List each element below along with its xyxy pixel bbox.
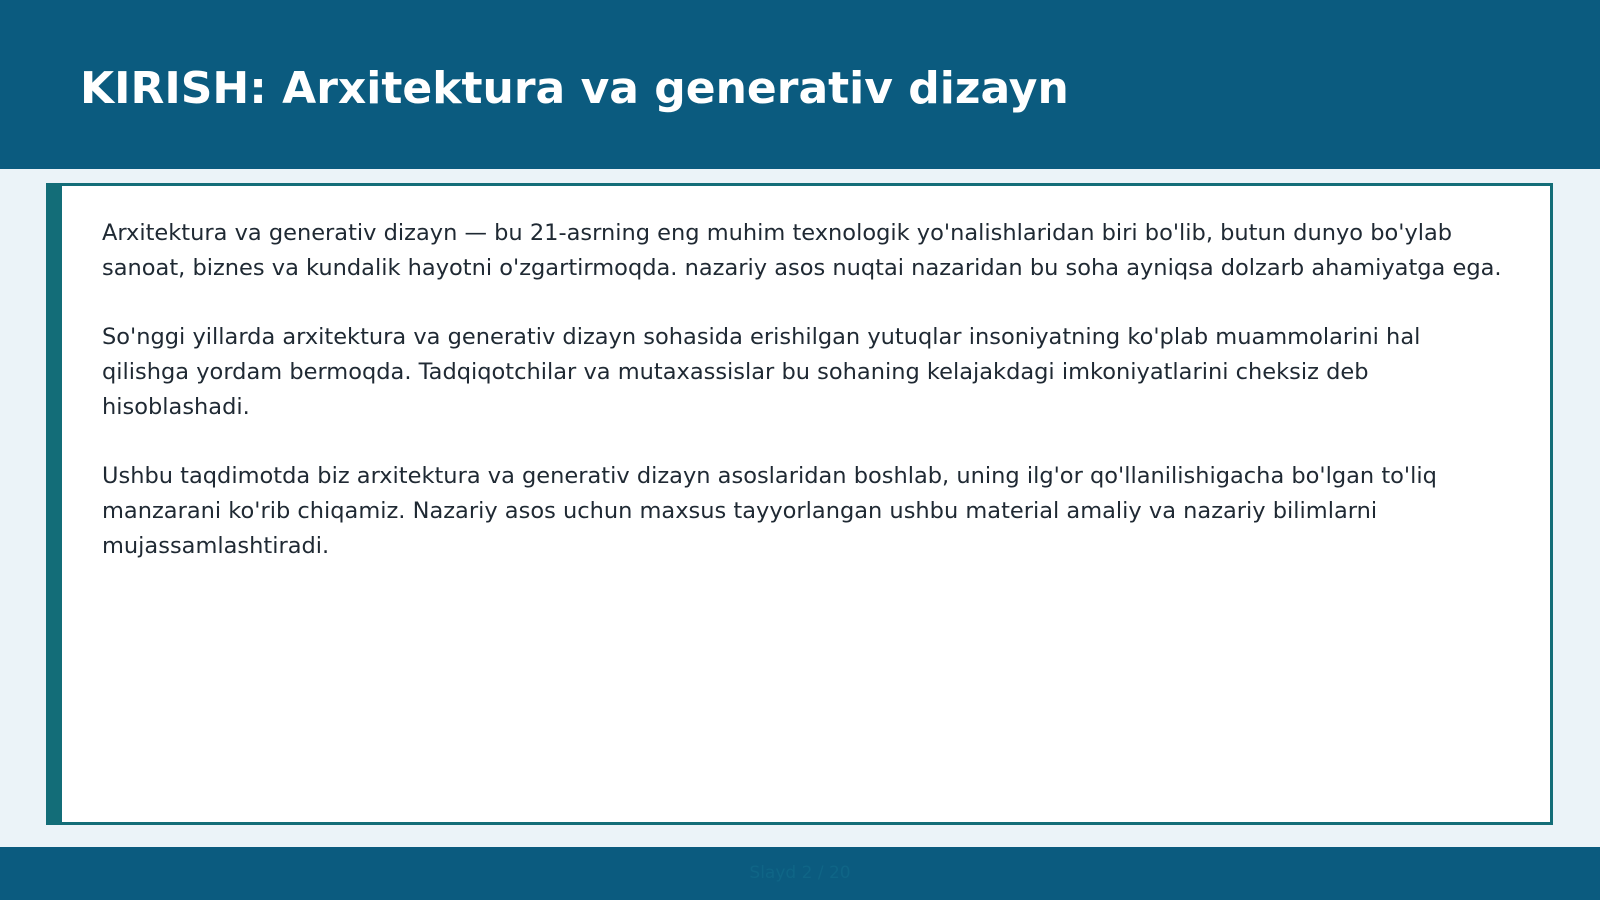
slide-title: KIRISH: Arxitektura va generativ dizayn <box>80 63 1069 114</box>
body-text <box>102 216 1512 598</box>
paragraph-1: Arxitektura va generativ dizayn — bu 21-asrning eng muhim texnologik yo'nalishlaridan biri bo'lib, butun dunyo bo'ylab sanoat, biznes va kundalik hayotni o'zgartirmoqda. nazariy asos nuqtai nazaridan bu soha ayniqsa dolzarb ahamiyatga ega. <box>102 220 1502 281</box>
slide-number: Slayd 2 / 20 <box>749 863 851 883</box>
slide-footer <box>0 847 1600 900</box>
content-card <box>46 183 1553 825</box>
paragraph-2: So'nggi yillarda arxitektura va generativ dizayn sohasida erishilgan yutuqlar insoniyatning ko'plab muammolarini hal qilishga yordam bermoqda. Tadqiqotchilar va mutaxassislar bu sohaning kelajakdagi imkoniyatlarini cheksiz deb hisoblashadi. <box>102 324 1421 420</box>
paragraph-3: Ushbu taqdimotda biz arxitektura va generativ dizayn asoslaridan boshlab, uning ilg'or qo'llanilishigacha bo'lgan to'liq manzarani ko'rib chiqamiz. Nazariy asos uchun maxsus tayyorlangan ushbu material amaliy va nazariy bilimlarni mujassamlashtiradi. <box>102 463 1437 559</box>
slide-header <box>0 0 1600 169</box>
